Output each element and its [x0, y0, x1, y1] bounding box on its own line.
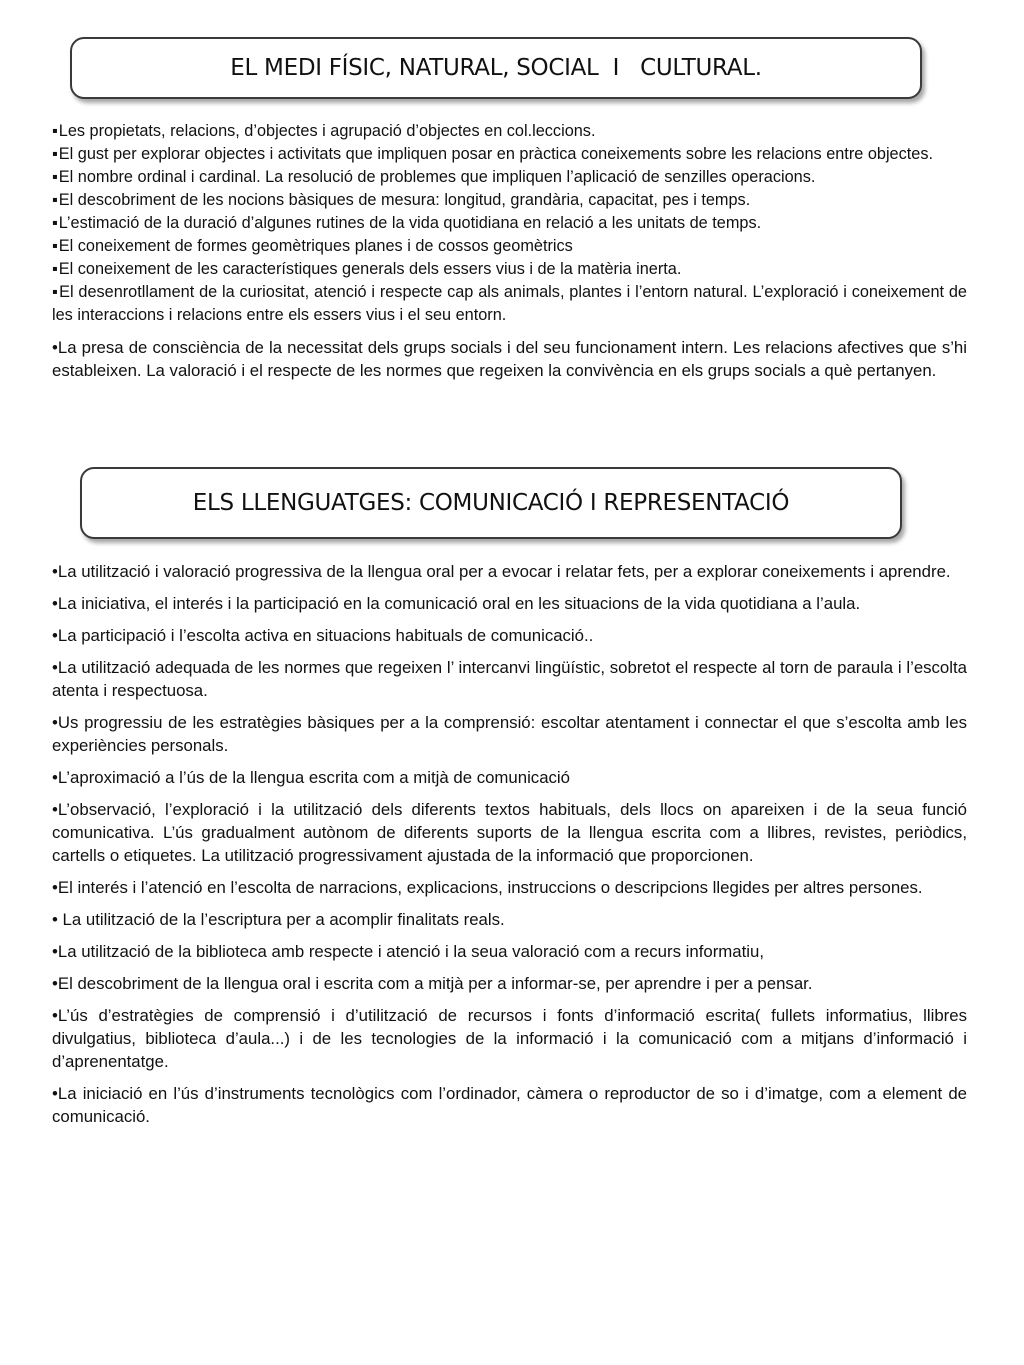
list-item: ▪ L’estimació de la duració d’algunes rutines de la vida quotidiana en relació a les unitats de temps.	[52, 212, 967, 235]
section-list-medi	[52, 120, 967, 382]
list-item: • La utilització de la l’escriptura per a acomplir finalitats reals.	[52, 908, 967, 931]
section-title-box-llenguatges	[80, 467, 902, 539]
list-item: ▪ El descobriment de les nocions bàsiques de mesura: longitud, grandària, capacitat, pes i temps.	[52, 189, 967, 212]
list-item: ▪ El nombre ordinal i cardinal. La resolució de problemes que impliquen l’aplicació de senzilles operacions.	[52, 166, 967, 189]
section-list-llenguatges	[52, 560, 967, 1137]
list-item: • El interés i l’atenció en l’escolta de narracions, explicacions, instruccions o descripcions llegides per altres persones.	[52, 876, 967, 899]
list-item: • L’aproximació a l’ús de la llengua escrita com a mitjà de comunicació	[52, 766, 967, 789]
list-item: • La iniciativa, el interés i la participació en la comunicació oral en les situacions de la vida quotidiana a l’aula.	[52, 592, 967, 615]
list-item: ▪ Les propietats, relacions, d’objectes i agrupació d’objectes en col.leccions.	[52, 120, 967, 143]
list-item: • La utilització de la biblioteca amb respecte i atenció i la seua valoració com a recurs informatiu,	[52, 940, 967, 963]
list-item: • La utilització adequada de les normes que regeixen l’ intercanvi lingüístic, sobretot el respecte al torn de paraula i l’escolta atenta i respectuosa.	[52, 656, 967, 702]
list-item: • La participació i l’escolta activa en situacions habituals de comunicació..	[52, 624, 967, 647]
section-title-box-medi	[70, 37, 922, 99]
list-item: • La presa de consciència de la necessitat dels grups socials i del seu funcionament intern. Les relacions afectives que s’hi estableixen. La valoració i el respecte de les normes que regeixen la convivència en els grups socials a què pertanyen.	[52, 336, 967, 382]
list-item: ▪ El gust per explorar objectes i activitats que impliquen posar en pràctica coneixements sobre les relacions entre objectes.	[52, 143, 967, 166]
list-item: • La iniciació en l’ús d’instruments tecnològics com l’ordinador, càmera o reproductor de so i d’imatge, com a element de comunicació.	[52, 1082, 967, 1128]
list-item: • L’observació, l’exploració i la utilització dels diferents textos habituals, dels llocs on apareixen i de la seua funció comunicativa. L’ús gradualment autònom de diferents suports de la llengua escrita com a llibres, revistes, periòdics, cartells o etiquetes. La utilització progressivament ajustada de la informació que proporcionen.	[52, 798, 967, 867]
list-item: • La utilització i valoració progressiva de la llengua oral per a evocar i relatar fets, per a explorar coneixements i aprendre.	[52, 560, 967, 583]
list-item: • El descobriment de la llengua oral i escrita com a mitjà per a informar-se, per aprendre i per a pensar.	[52, 972, 967, 995]
list-item: ▪ El desenrotllament de la curiositat, atenció i respecte cap als animals, plantes i l’entorn natural. L’exploració i coneixement de les interaccions i relacions entre els essers vius i el seu entorn.	[52, 281, 967, 327]
list-item: • Us progressiu de les estratègies bàsiques per a la comprensió: escoltar atentament i connectar el que s’escolta amb les experiències personals.	[52, 711, 967, 757]
list-item: ▪ El coneixement de les característiques generals dels essers vius i de la matèria inerta.	[52, 258, 967, 281]
list-item: • L’ús d’estratègies de comprensió i d’utilització de recursos i fonts d’informació escrita( fullets informatius, llibres divulgatius, biblioteca d’aula...) i de les tecnologies de la informació i la comunicació com a mitjans d’informació i d’aprenentatge.	[52, 1004, 967, 1073]
section-title-medi: EL MEDI FÍSIC, NATURAL, SOCIAL I CULTURAL.	[230, 55, 762, 81]
list-item: ▪ El coneixement de formes geomètriques planes i de cossos geomètrics	[52, 235, 967, 258]
section-title-llenguatges: ELS LLENGUATGES: COMUNICACIÓ I REPRESENTACIÓ	[192, 490, 790, 516]
